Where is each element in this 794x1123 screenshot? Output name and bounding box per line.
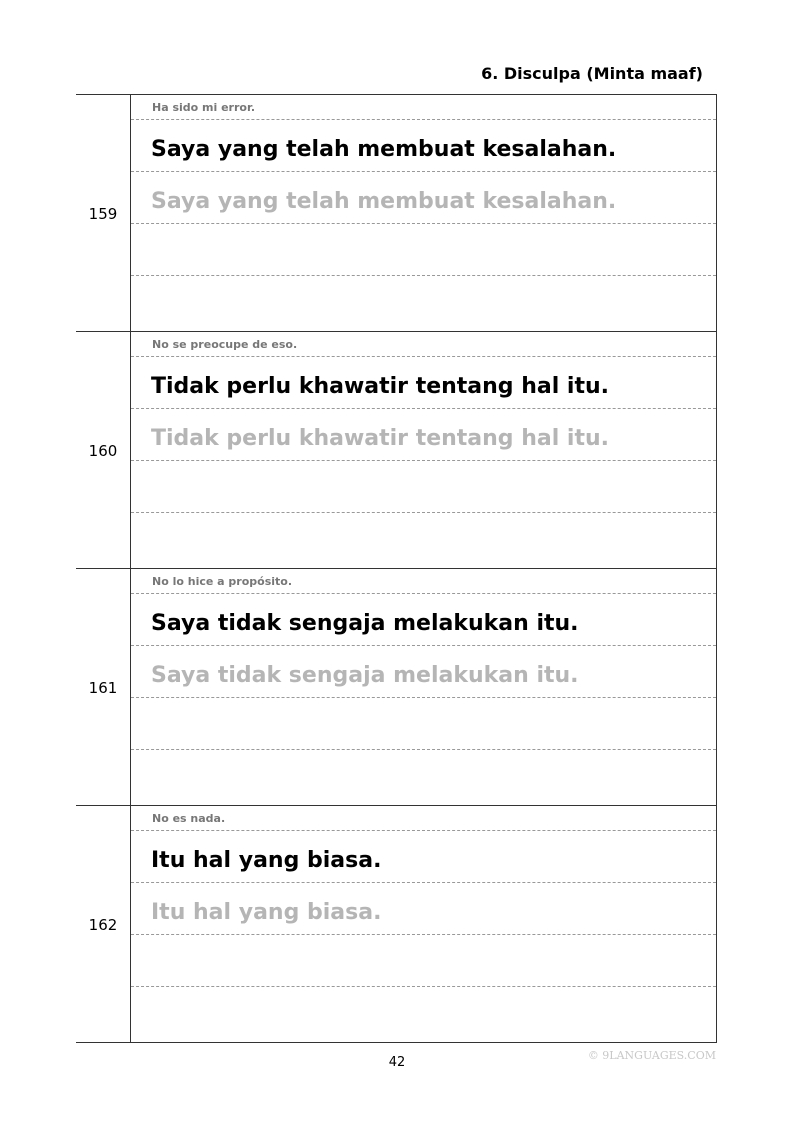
spanish-sentence: No es nada. — [131, 806, 716, 831]
entry-161 — [76, 569, 717, 806]
blank-writing-line — [131, 224, 716, 276]
copyright-notice: © 9LANGUAGES.COM — [587, 1049, 716, 1062]
indonesian-sentence: Saya tidak sengaja melakukan itu. — [131, 594, 716, 646]
indonesian-sentence: Saya yang telah membuat kesalahan. — [131, 120, 716, 172]
entry-159 — [76, 95, 717, 332]
blank-writing-line — [131, 987, 716, 1041]
indonesian-sentence: Tidak perlu khawatir tentang hal itu. — [131, 357, 716, 409]
blank-writing-line — [131, 698, 716, 750]
writing-lines — [131, 569, 717, 805]
entry-number: 161 — [76, 569, 131, 805]
spanish-sentence: No lo hice a propósito. — [131, 569, 716, 594]
entry-number: 159 — [76, 95, 131, 331]
entry-number: 160 — [76, 332, 131, 568]
entry-number: 162 — [76, 806, 131, 1042]
spanish-sentence: Ha sido mi error. — [131, 95, 716, 120]
entry-160 — [76, 332, 717, 569]
writing-lines — [131, 806, 717, 1042]
page-number: 42 — [388, 1055, 406, 1070]
writing-lines — [131, 332, 717, 568]
practice-sheet — [76, 94, 717, 1043]
entry-162 — [76, 806, 717, 1043]
blank-writing-line — [131, 750, 716, 804]
blank-writing-line — [131, 276, 716, 330]
writing-lines — [131, 95, 717, 331]
trace-sentence: Saya yang telah membuat kesalahan. — [131, 172, 716, 224]
trace-sentence: Tidak perlu khawatir tentang hal itu. — [131, 409, 716, 461]
page-title: 6. Disculpa (Minta maaf) — [481, 64, 703, 83]
blank-writing-line — [131, 935, 716, 987]
blank-writing-line — [131, 513, 716, 567]
indonesian-sentence: Itu hal yang biasa. — [131, 831, 716, 883]
blank-writing-line — [131, 461, 716, 513]
trace-sentence: Saya tidak sengaja melakukan itu. — [131, 646, 716, 698]
spanish-sentence: No se preocupe de eso. — [131, 332, 716, 357]
trace-sentence: Itu hal yang biasa. — [131, 883, 716, 935]
